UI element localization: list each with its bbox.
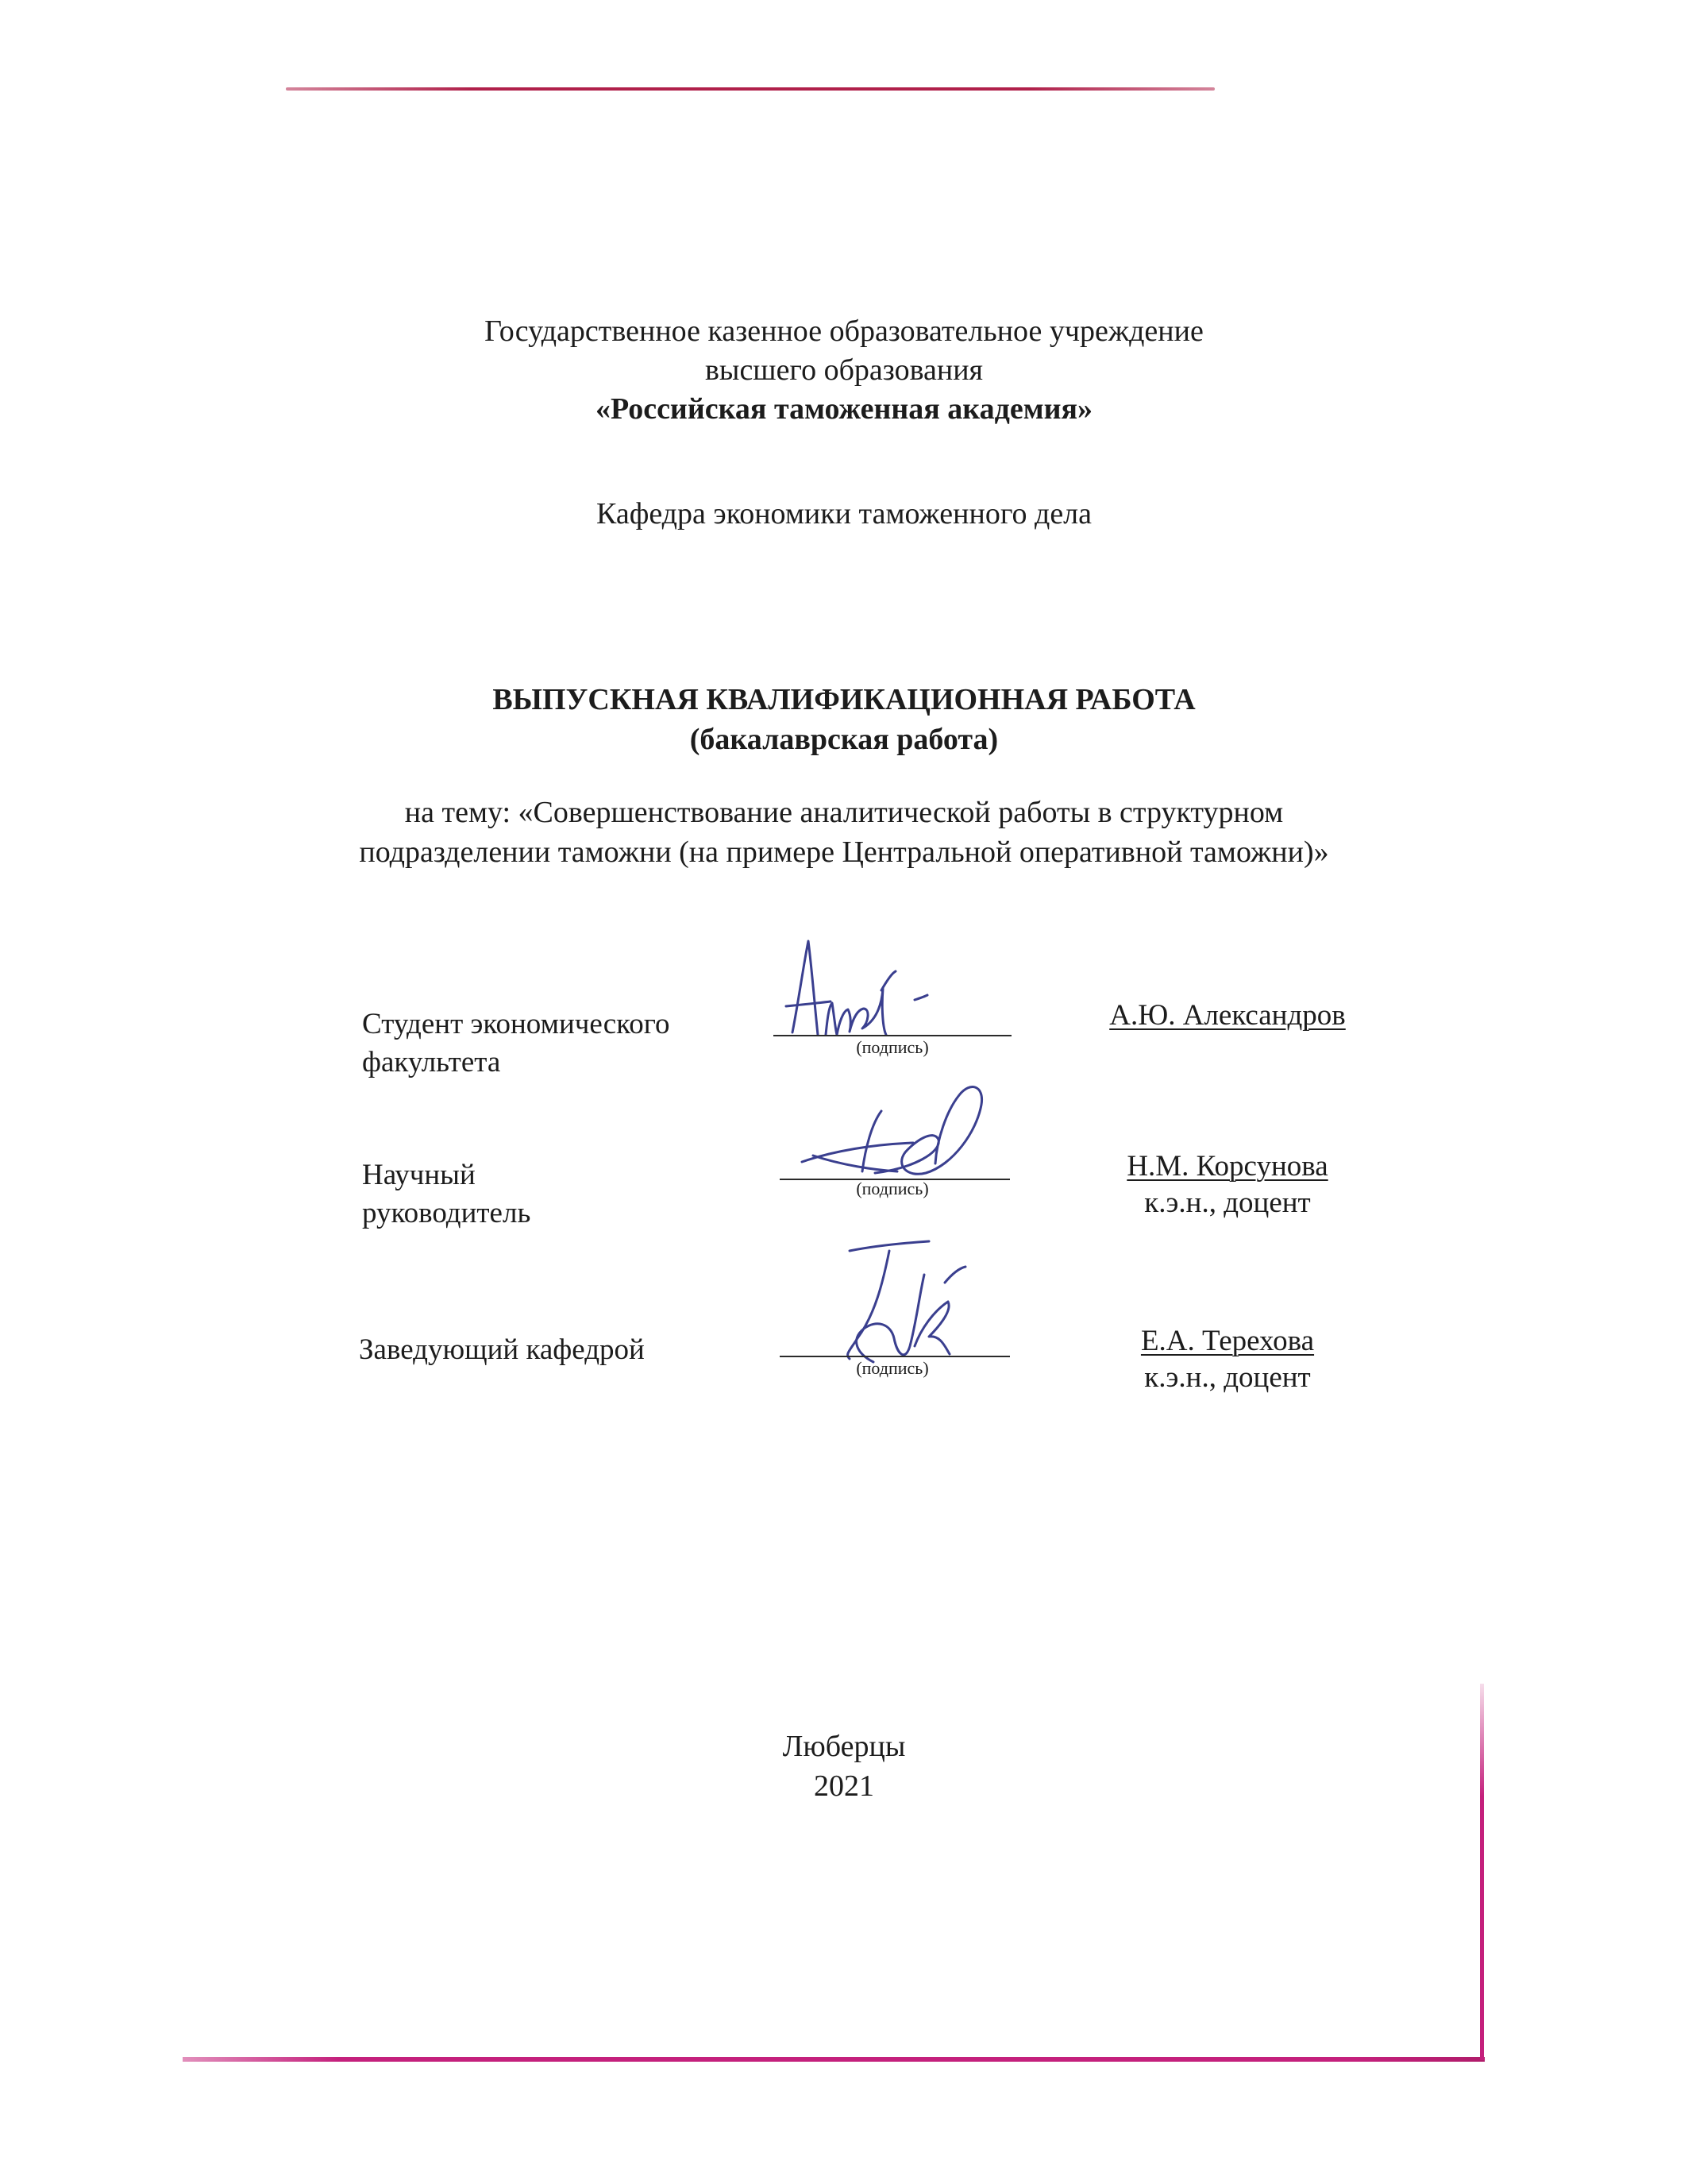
signature-caption-student: (подпись) (856, 1037, 929, 1057)
role-line-1: Научный (362, 1159, 476, 1191)
page-edge-bottom (183, 2057, 1485, 2062)
work-theme-line-1: на тему: «Совершенствование аналитической работы в структурном (404, 796, 1284, 829)
signature-head (826, 1235, 1000, 1370)
work-type: ВЫПУСКНАЯ КВАЛИФИКАЦИОННАЯ РАБОТА (492, 683, 1196, 716)
signatory-supervisor-role (362, 1156, 530, 1233)
signatory-supervisor-name: Н.М. Корсунова (1127, 1150, 1328, 1183)
role-line-1: Студент экономического (362, 1008, 670, 1040)
signature-caption-supervisor: (подпись) (856, 1179, 929, 1198)
signature-line-student (773, 1035, 1012, 1036)
signatory-head-name: Е.А. Терехова (1140, 1325, 1315, 1357)
role-line-2: руководитель (362, 1197, 531, 1229)
signatory-head-degree: к.э.н., доцент (1144, 1361, 1311, 1394)
footer-year: 2021 (814, 1769, 874, 1803)
page-edge-top (286, 87, 1215, 91)
institution-line-1: Государственное казенное образовательное учреждение (484, 314, 1204, 348)
work-subtype: (бакалаврская работа) (689, 723, 999, 756)
department-name: Кафедра экономики таможенного дела (595, 497, 1093, 531)
work-theme-line-2: подразделении таможни (на примере Центральной оперативной таможни)» (359, 835, 1329, 869)
signatory-student-name: А.Ю. Александров (1109, 999, 1346, 1032)
institution-line-2: высшего образования (704, 353, 984, 387)
institution-name: «Российская таможенная академия» (595, 392, 1093, 426)
signature-line-head (780, 1356, 1010, 1357)
signatory-head-role (359, 1331, 645, 1369)
signatory-head-person (1085, 1323, 1370, 1396)
signature-caption-head: (подпись) (856, 1358, 929, 1378)
signatory-student-person (1085, 997, 1370, 1034)
footer-city: Люберцы (782, 1730, 906, 1763)
signatory-supervisor-degree: к.э.н., доцент (1144, 1187, 1311, 1219)
signature-supervisor (786, 1076, 992, 1195)
signatory-supervisor-person (1085, 1148, 1370, 1221)
role-line-2: факультета (362, 1046, 501, 1078)
signatory-student-role (362, 1005, 670, 1082)
role-line-1: Заведующий кафедрой (359, 1333, 645, 1366)
